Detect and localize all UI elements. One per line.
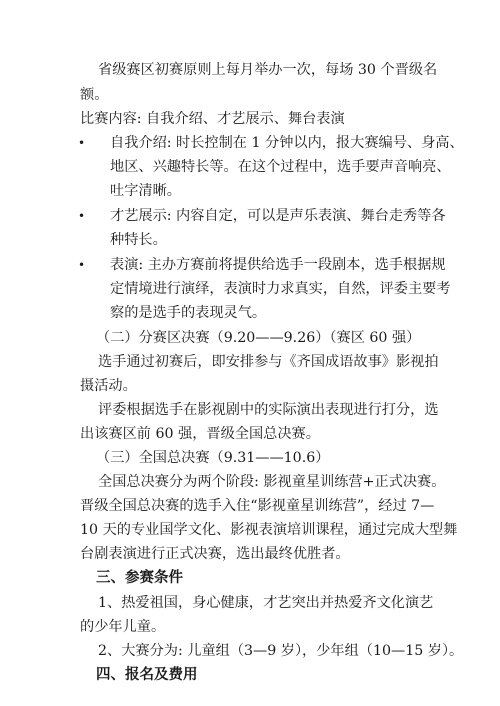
paragraph-text: 全国总决赛分为两个阶段: 影视童星训练营+正式决赛。 [98, 474, 446, 490]
condition-text: 的少年儿童。 [80, 619, 166, 635]
bullet-text: 种特长。 [110, 232, 167, 248]
bullet-text: 定情境进行演绎，表演时力求真实，自然，评委主要考 [110, 281, 451, 297]
section-heading: 三、参赛条件 [96, 570, 183, 586]
bullet-text: 才艺展示: 内容自定，可以是声乐表演、舞台走秀等各 [110, 208, 446, 224]
paragraph-text: 台剧表演进行正式决赛，选出最终优胜者。 [80, 546, 350, 562]
paragraph-text: 摄活动。 [80, 378, 137, 394]
paragraph-text: 晋级全国总决赛的选手入住“影视童星训练营”，经过 7— [80, 498, 435, 514]
paragraph-text: 10 天的专业国学文化、影视表演培训课程，通过完成大型舞 [80, 522, 458, 538]
section-title: （三）全国总决赛（9.31——10.6） [96, 450, 330, 466]
bullet-text: 地区、兴趣特长等。在这个过程中，选手要声音响亮、 [110, 159, 451, 175]
condition-text: 1、热爱祖国，身心健康，才艺突出并热爱齐文化演艺 [98, 595, 434, 611]
bullet-icon: • [78, 209, 86, 223]
paragraph-text: 额。 [80, 87, 109, 103]
bullet-text: 表演: 主办方赛前将提供给选手一段剧本，选手根据规 [110, 257, 446, 273]
condition-text: 2、大赛分为: 儿童组（3—9 岁），少年组（10—15 岁）。 [98, 643, 464, 659]
paragraph-text: 评委根据选手在影视剧中的实际演出表现进行打分，选 [98, 402, 439, 418]
contest-content-label: 比赛内容: 自我介绍、才艺展示、舞台表演 [80, 111, 345, 127]
bullet-text: 自我介绍: 时长控制在 1 分钟以内，报大赛编号、身高、 [110, 135, 464, 151]
paragraph-text: 选手通过初赛后，即安排参与《齐国成语故事》影视拍 [98, 354, 439, 370]
paragraph-text: 省级赛区初赛原则上每月举办一次，每场 30 个晋级名 [98, 62, 438, 78]
bullet-text: 吐字清晰。 [110, 183, 181, 199]
bullet-text: 察的是选手的表现灵气。 [110, 305, 267, 321]
paragraph-text: 出该赛区前 60 强，晋级全国总决赛。 [80, 426, 320, 442]
bullet-icon: • [78, 136, 86, 150]
bullet-icon: • [78, 258, 86, 272]
section-heading: 四、报名及费用 [96, 667, 198, 683]
section-title: （二）分赛区决赛（9.20——9.26）（赛区 60 强） [96, 330, 421, 346]
